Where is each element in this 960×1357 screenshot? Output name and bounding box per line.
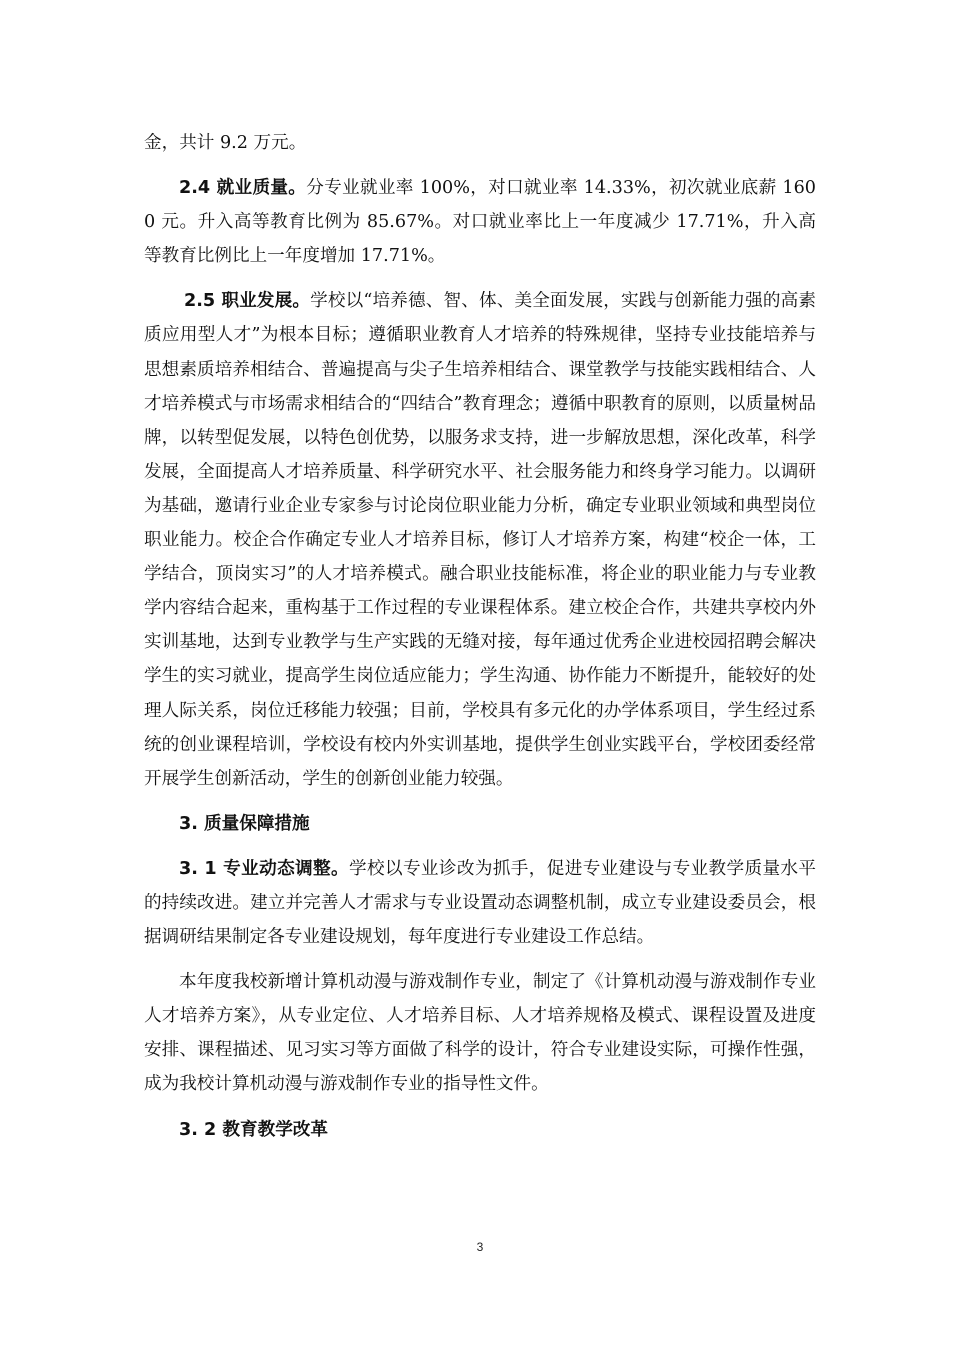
paragraph-text: 学校以专业诊改为抓手，促进专业建设与专业教学质量水平的持续改进。建立并完善人才需求与专业设置动态调整机制，成立专业建设委员会，根据调研结果制定各专业建设规划，每年度进行专业建设工作总结。 xyxy=(144,858,816,948)
paragraph-text: 学校以“培养德、智、体、美全面发展，实践与创新能力强的高素质应用型人才”为根本目标；遵循职业教育人才培养的特殊规律，坚持专业技能培养与思想素质培养相结合、普遍提高与尖子生培养相结合、课堂教学与技能实践相结合、人才培养模式与市场需求相结合的“四结合”教育理念；遵循中职教育的原则，以质量树品牌，以转型促发展，以特色创优势，以服务求支持，进一步解放思想，深化改革，科学发展，全面提高人才培养质量、科学研究水平、社会服务能力和终身学习能力。以调研为基础，邀请行业企业专家参与讨论岗位职业能力分析，确定专业职业领域和典型岗位职业能力。校企合作确定专业人才培养目标，修订人才培养方案，构建“校企一体，工学结合，顶岗实习”的人才培养模式。融合职业技能标准，将企业的职业能力与专业教学内容结合起来，重构基于工作过程的专业课程体系。建立校企合作，共建共享校内外实训基地，达到专业教学与生产实践的无缝对接，每年通过优秀企业进校园招聘会解决学生的实习就业，提高学生岗位适应能力；学生沟通、协作能力不断提升，能较好的处理人际关系，岗位迁移能力较强；目前，学校具有多元化的办学体系项目，学生经过系统的创业课程培训，学校设有校内外实训基地，提供学生创业实践平台，学校团委经常开展学生创新活动，学生的创新创业能力较强。 xyxy=(144,291,817,789)
page-number: 3 xyxy=(476,1240,484,1254)
paragraph-new-program xyxy=(144,965,816,1101)
section-heading-3: 3. 质量保障措施 xyxy=(179,813,310,834)
paragraph-program-adjustment xyxy=(144,852,816,954)
paragraph-text: 分专业就业率 100%，对口就业率 14.33%，初次就业底薪 1600 元。升入高等教育比例为 85.67%。对口就业率比上一年度减少 17.71%，升入高等教育比例比上一年度增加 17.71%。 xyxy=(144,178,816,267)
section-lead-2-4: 2.4 就业质量。 xyxy=(179,178,307,199)
paragraph-text: 金，共计 9.2 万元。 xyxy=(144,133,307,153)
section-lead-3-1: 3. 1 专业动态调整。 xyxy=(179,858,350,879)
paragraph-continuation xyxy=(144,126,816,160)
section-lead-2-5: 2.5 职业发展。 xyxy=(184,291,311,312)
section-heading-3-2: 3. 2 教育教学改革 xyxy=(179,1119,328,1140)
paragraph-text: 本年度我校新增计算机动漫与游戏制作专业，制定了《计算机动漫与游戏制作专业人才培养方案》，从专业定位、人才培养目标、人才培养规格及模式、课程设置及进度安排、课程描述、见习实习等方面做了科学的设计，符合专业建设实际，可操作性强，成为我校计算机动漫与游戏制作专业的指导性文件。 xyxy=(144,972,816,1095)
paragraph-employment-quality xyxy=(144,171,816,273)
paragraph-career-development xyxy=(144,284,816,795)
